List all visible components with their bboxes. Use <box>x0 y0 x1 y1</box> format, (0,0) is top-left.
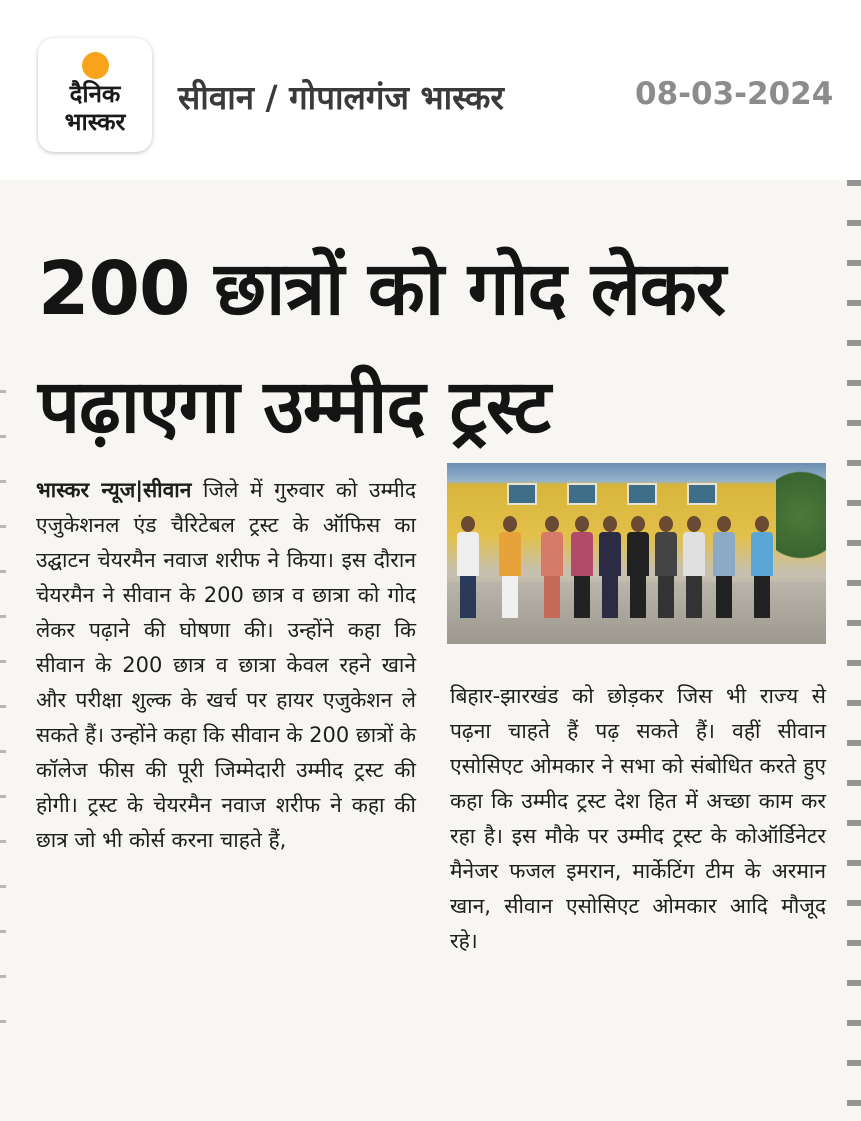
publication-date: 08-03-2024 <box>635 76 834 112</box>
headline-line-2: पढ़ाएगा उम्मीद ट्रस्ट <box>38 364 550 450</box>
logo-line-2: भास्कर <box>64 108 126 136</box>
person <box>541 516 563 618</box>
building-window <box>687 483 717 505</box>
dateline: भास्कर न्यूज|सीवान <box>36 478 192 502</box>
person <box>655 516 677 618</box>
person <box>627 516 649 618</box>
article-body-left: जिले में गुरुवार को उम्मीद एजुकेशनल एंड चैरिटेबल ट्रस्ट के ऑफिस का उद्घाटन चेयरमैन नवाज शरीफ ने किया। इस दौरान चेयरमैन ने सीवान के 200 छात्र व छात्रा को गोद लेकर पढ़ाने की घोषणा की। उन्होंने कहा कि सीवान के 200 छात्र व छात्रा केवल रहने खाने और परीक्षा शुल्क के खर्च पर हायर एजुकेशन ले सकते हैं। उन्होंने कहा कि सीवान के 200 छात्रों के कॉलेज फीस की पूरी जिम्मेदारी उम्मीद ट्रस्ट की होगी। ट्रस्ट के चेयरमैन नवाज शरीफ ने कहा की छात्र जो भी कोर्स करना चाहते हैं, <box>36 478 416 852</box>
person <box>713 516 735 618</box>
group-photo <box>447 463 826 644</box>
dainik-bhaskar-logo <box>38 38 152 152</box>
left-edge <box>0 390 6 1030</box>
article-body-right: बिहार-झारखंड को छोड़कर जिस भी राज्य से पढ़ना चाहते हैं पढ़ सकते हैं। वहीं सीवान एसोसिएट ओमकार ने सभा को संबोधित करते हुए कहा कि उम्मीद ट्रस्ट देश हित में अच्छा काम कर रहा है। इस मौके पर उम्मीद ट्रस्ट के कोऑर्डिनेटर मैनेजर फजल इमरान, मार्केटिंग टीम के अरमान खान, सीवान एसोसिएट ओमकार आदि मौजूद रहे। <box>450 684 826 953</box>
building-window <box>627 483 657 505</box>
person <box>499 516 521 618</box>
tree <box>776 471 826 581</box>
person <box>571 516 593 618</box>
adjacent-column-edge <box>847 180 861 1121</box>
person <box>457 516 479 618</box>
person <box>683 516 705 618</box>
edition-title: सीवान / गोपालगंज भास्कर <box>178 78 504 117</box>
logo-line-1: दैनिक <box>69 80 121 108</box>
building-window <box>567 483 597 505</box>
person <box>751 516 773 618</box>
headline-line-1: 200 छात्रों को गोद लेकर <box>38 246 725 332</box>
article-column-right <box>450 679 826 959</box>
newspaper-clipping <box>0 180 861 1121</box>
sun-icon <box>82 52 109 79</box>
person <box>599 516 621 618</box>
article-column-left <box>36 473 416 858</box>
building-window <box>507 483 537 505</box>
